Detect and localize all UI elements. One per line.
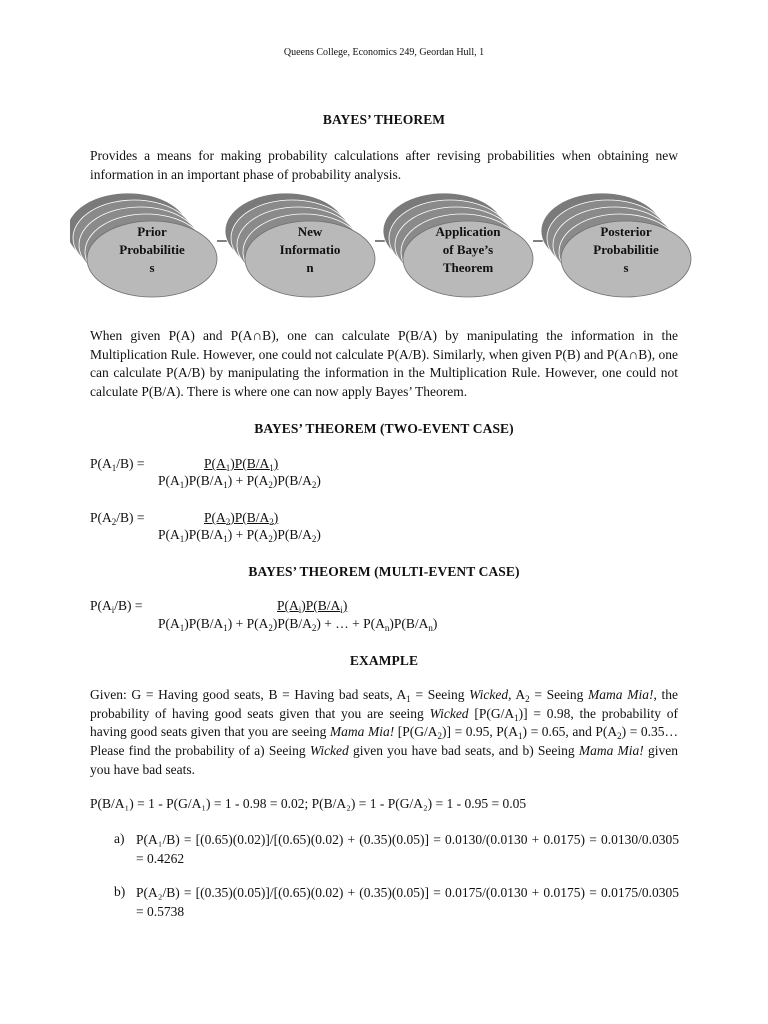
example-heading: EXAMPLE bbox=[349, 653, 419, 668]
flow-node-label-line: of Baye’s bbox=[442, 242, 494, 257]
formula-ai-lhs: $P(A_i/B)$ = bbox=[90, 598, 143, 615]
formula-ai-denominator: $P(A_1)P(B/A_1) + P(A_2)P(B/A_2)$ + … + $P(A_n)P(B/A_n)$ bbox=[158, 616, 438, 633]
answer-a-label: a) bbox=[114, 831, 125, 846]
flow-node-label-line: Application bbox=[435, 224, 501, 239]
flow-node-label-line: Prior bbox=[137, 224, 167, 239]
flow-node-label-line: n bbox=[306, 260, 314, 275]
formula-a1-numerator: $P(A_1)P(B/A_1)$ bbox=[204, 456, 279, 473]
formula-a1-denominator: $P(A_1)P(B/A_1) + P(A_2)P(B/A_2)$ bbox=[158, 473, 321, 490]
answer-a-text: P(A₁/B) = [(0.65)(0.02)]/[(0.65)(0.02) + (0.35)(0.05)] = 0.0130/(0.0130 + 0.0175) = 0.0130/0.0305 = 0.4262 bbox=[136, 832, 679, 866]
page-title: BAYES’ THEOREM bbox=[322, 112, 446, 127]
flow-node-label-line: Probabilitie bbox=[119, 242, 185, 257]
flow-node-label-line: Probabilitie bbox=[593, 242, 659, 257]
multi-event-heading: BAYES’ THEOREM (MULTI-EVENT CASE) bbox=[248, 564, 520, 579]
flow-node-label-line: Informatio bbox=[279, 242, 341, 257]
formula-a2-denominator: $P(A_1)P(B/A_1) + P(A_2)P(B/A_2)$ bbox=[158, 527, 321, 544]
flow-node-1 bbox=[70, 193, 217, 297]
example-paragraph: Given: G = Having good seats, B = Having bad seats, $A_1$ = Seeing Wicked, $A_2$ = Seeing Mama Mia!, the probability of having good seats given that you are seeing Wicked $[P(G/A_1)] = 0.98$, the probability of having good seats given that you are seeing Mama Mia! $[P(G/A_2)] = 0.95$, $P(A_1) = 0.65$, and $P(A_2)$ = 0.35… Please find the probability of a) Seeing Wicked given you have bad seats, and b) Seeing Mama Mia! given you have bad seats. bbox=[90, 687, 678, 777]
intro-paragraph: Provides a means for making probability calculations after revising probabilities when obtaining new information in an important phase of probability analysis. bbox=[90, 148, 678, 182]
flow-node-4 bbox=[541, 193, 691, 297]
flow-node-3 bbox=[383, 193, 533, 297]
flow-node-label-line: New bbox=[297, 224, 323, 239]
answer-b-label: b) bbox=[114, 884, 126, 899]
flow-node-label-line: s bbox=[149, 260, 155, 275]
formula-ai-numerator: $P(A_i)P(B/A_i)$ bbox=[277, 598, 348, 615]
formula-a1-lhs: $P(A_1/B)$ = bbox=[90, 456, 145, 473]
two-event-heading: BAYES’ THEOREM (TWO-EVENT CASE) bbox=[254, 421, 514, 436]
formula-a2-numerator: $P(A_2)P(B/A_2)$ bbox=[204, 510, 279, 527]
flow-node-label-line: Posterior bbox=[600, 224, 652, 239]
explanation-paragraph: When given P(A) and P(A∩B), one can calculate P(B/A) by manipulating the information in the Multiplication Rule. However, one could not calculate P(A/B). Similarly, when given P(B) and P(A∩B), one can calculate P(A/B) by manipulating the information in the Multiplication Rule. However, one could not calculate P(B/A). There is where one can now apply Bayes’ Theorem. bbox=[90, 328, 678, 400]
flow-node-label-line: s bbox=[623, 260, 629, 275]
formula-a2-lhs: $P(A_2/B)$ = bbox=[90, 510, 145, 527]
flow-node-2 bbox=[225, 193, 375, 297]
page-header: Queens College, Economics 249, Geordan Hull, 1 bbox=[283, 47, 485, 58]
answer-b-text: P(A₂/B) = [(0.35)(0.05)]/[(0.65)(0.02) + (0.35)(0.05)] = 0.0175/(0.0130 + 0.0175) = 0.0175/0.0305 = 0.5738 bbox=[136, 885, 679, 919]
flow-node-label-line: Theorem bbox=[442, 260, 494, 275]
solution-line: P(B/A₁) = 1 - P(G/A₁) = 1 - 0.98 = 0.02; P(B/A₂) = 1 - P(G/A₂) = 1 - 0.95 = 0.05 bbox=[90, 796, 527, 811]
bayes-process-diagram bbox=[70, 190, 710, 305]
